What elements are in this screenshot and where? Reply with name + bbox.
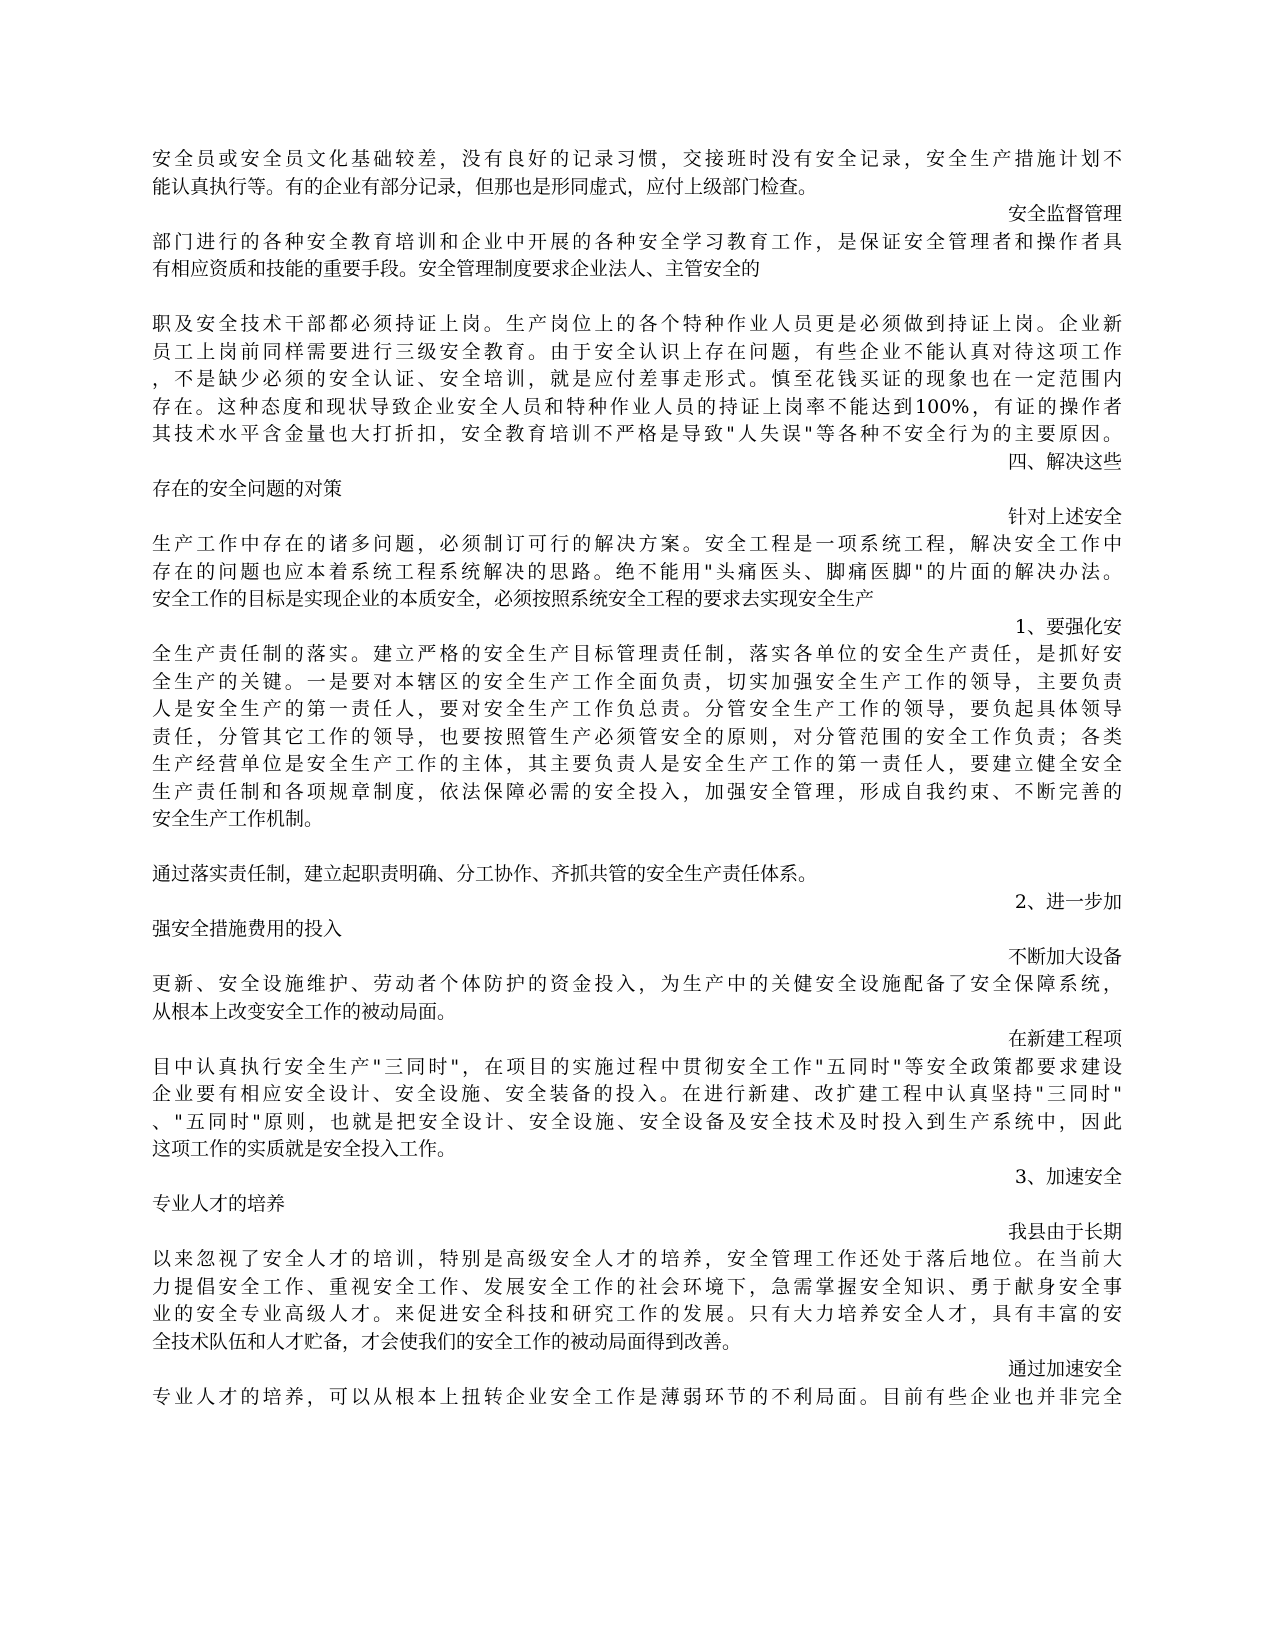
text-line: 力提倡安全工作、重视安全工作、发展安全工作的社会环境下，急需掌握安全知识、勇于献身安全事 bbox=[152, 1275, 1122, 1298]
text-line: 通过落实责任制，建立起职责明确、分工协作、齐抓共管的安全生产责任体系。 bbox=[152, 863, 818, 885]
text-line: 这项工作的实质就是安全投入工作。 bbox=[152, 1138, 457, 1160]
text-line: 以来忽视了安全人才的培训，特别是高级安全人才的培养，安全管理工作还处于落后地位。在当前大 bbox=[152, 1248, 1122, 1270]
text-line: 有相应资质和技能的重要手段。安全管理制度要求企业法人、主管安全的 bbox=[152, 258, 761, 280]
text-line: 责任，分管其它工作的领导，也要按照管生产必须管安全的原则，对分管范围的安全工作负责；各类 bbox=[152, 725, 1122, 748]
text-line: 在新建工程项 bbox=[1007, 1028, 1122, 1050]
text-line: 企业要有相应安全设计、安全设施、安全装备的投入。在进行新建、改扩建工程中认真坚持"三同时" bbox=[152, 1083, 1122, 1105]
text-line: 不断加大设备 bbox=[1007, 945, 1122, 968]
blank-line bbox=[152, 284, 1122, 312]
text-line: 安全生产工作机制。 bbox=[152, 808, 324, 830]
text-line: 目中认真执行安全生产"三同时"，在项目的实施过程中贯彻安全工作"五同时"等安全政策都要求建设 bbox=[152, 1055, 1122, 1078]
text-line: 安全员或安全员文化基础较差，没有良好的记录习惯，交接班时没有安全记录，安全生产措施计划不 bbox=[152, 148, 1122, 170]
text-line: 专业人才的培养，可以从根本上扭转企业安全工作是薄弱环节的不利局面。目前有些企业也并非完全 bbox=[152, 1385, 1122, 1408]
text-line: 我县由于长期 bbox=[1007, 1220, 1122, 1243]
text-line: 专业人才的培养 bbox=[152, 1193, 286, 1215]
text-line: 2、进一步加 bbox=[1014, 890, 1122, 913]
document-body bbox=[152, 146, 1122, 1411]
text-line: 生产工作中存在的诸多问题，必须制订可行的解决方案。安全工程是一项系统工程，解决安全工作中 bbox=[152, 533, 1122, 555]
text-line: 更新、安全设施维护、劳动者个体防护的资金投入，为生产中的关健安全设施配备了安全保障系统， bbox=[152, 973, 1122, 995]
text-line: 安全监督管理 bbox=[1007, 203, 1122, 225]
text-line: 能认真执行等。有的企业有部分记录，但那也是形同虚式，应付上级部门检查。 bbox=[152, 175, 818, 198]
text-line: 职及安全技术干部都必须持证上岗。生产岗位上的各个特种作业人员更是必须做到持证上岗。企业新 bbox=[152, 313, 1122, 335]
text-line: 四、解决这些 bbox=[1007, 450, 1122, 473]
text-line: 存在的安全问题的对策 bbox=[152, 478, 343, 500]
text-line: 全生产的关键。一是要对本辖区的安全生产工作全面负责，切实加强安全生产工作的领导，主要负责 bbox=[152, 670, 1122, 693]
text-line: 生产责任制和各项规章制度，依法保障必需的安全投入，加强安全管理，形成自我约束、不断完善的 bbox=[152, 780, 1122, 803]
text-line: 全技术队伍和人才贮备，才会使我们的安全工作的被动局面得到改善。 bbox=[152, 1330, 742, 1353]
text-line: 强安全措施费用的投入 bbox=[152, 918, 343, 940]
text-line: 员工上岗前同样需要进行三级安全教育。由于安全认识上存在问题，有些企业不能认真对待这项工作 bbox=[152, 340, 1122, 363]
text-line: 其技术水平含金量也大打折扣，安全教育培训不严格是导致"人失误"等各种不安全行为的主要原因。 bbox=[152, 423, 1122, 445]
text-line: 全生产责任制的落实。建立严格的安全生产目标管理责任制，落实各单位的安全生产责任，是抓好安 bbox=[152, 643, 1122, 665]
text-line: 通过加速安全 bbox=[1007, 1358, 1122, 1380]
text-line: 部门进行的各种安全教育培训和企业中开展的各种安全学习教育工作，是保证安全管理者和操作者具 bbox=[152, 230, 1122, 253]
text-line: 人是安全生产的第一责任人，要对安全生产工作负总责。分管安全生产工作的领导，要负起具体领导 bbox=[152, 698, 1122, 720]
blank-line bbox=[152, 834, 1122, 862]
text-line: 业的安全专业高级人才。来促进安全科技和研究工作的发展。只有大力培养安全人才，具有丰富的安 bbox=[152, 1303, 1122, 1325]
text-line: 1、要强化安 bbox=[1014, 615, 1122, 638]
text-line: 存在的问题也应本着系统工程系统解决的思路。绝不能用"头痛医头、脚痛医脚"的片面的解决办法。 bbox=[152, 560, 1122, 583]
text-line: 从根本上改变安全工作的被动局面。 bbox=[152, 1000, 457, 1023]
text-line: ，不是缺少必须的安全认证、安全培训，就是应付差事走形式。慎至花钱买证的现象也在一定范围内 bbox=[152, 368, 1122, 390]
text-line: 安全工作的目标是实现企业的本质安全，必须按照系统安全工程的要求去实现安全生产 bbox=[152, 588, 875, 610]
text-line: 生产经营单位是安全生产工作的主体，其主要负责人是安全生产工作的第一责任人，要建立健全安全 bbox=[152, 753, 1122, 775]
text-line: 存在。这种态度和现状导致企业安全人员和特种作业人员的持证上岗率不能达到100%，有证的操作者 bbox=[152, 395, 1122, 418]
text-line: 针对上述安全 bbox=[1007, 505, 1122, 528]
text-line: 3、加速安全 bbox=[1014, 1165, 1122, 1188]
text-line: 、"五同时"原则，也就是把安全设计、安全设施、安全设备及安全技术及时投入到生产系统中，因此 bbox=[152, 1110, 1122, 1133]
